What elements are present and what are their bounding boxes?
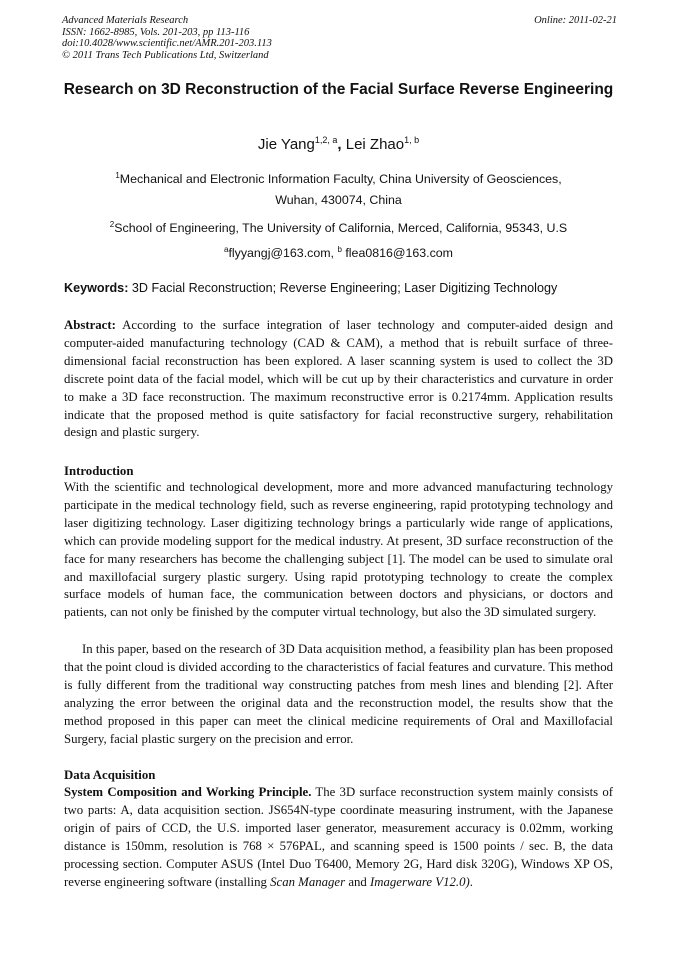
keywords-text: 3D Facial Reconstruction; Reverse Engineering; Laser Digitizing Technology <box>131 281 558 295</box>
conjunction-word: and <box>348 874 367 889</box>
affiliation-1 <box>62 168 615 187</box>
introduction-paragraph-2: In this paper, based on the research of 3D Data acquisition method, a feasibility plan has been proposed that the point cloud is divided according to the characteristics of facial features and curvature. This method is fully different from the traditional way constructing patches from mesh lines and blending [2]. After analyzing the error between the original data and the reconstruction model, the results show that the method proposed in this paper can meet the clinical medicine requirements of Oral and Maxillofacial Surgery, facial plastic surgery on the precision and error. <box>64 642 613 746</box>
abstract-text: According to the surface integration of laser technology and computer-aided design and computer-aided manufacturing technology (CAD & CAM), a method that is rebuilt surface of three-dimensional facial reconstruction has been explored. A laser scanning system is used to collect the 3D discrete point data of the facial model, which will be cut up by their characteristics and curvature in order to make a 3D face reconstruction. The maximum reconstructive error is 0.2174mm. Application results indicate that the proposed method is quite satisfactory for facial reconstructive surgery, rehabilitation design and plastic surgery. <box>64 318 613 440</box>
copyright-line: © 2011 Trans Tech Publications Ltd, Switzerland <box>62 49 269 61</box>
introduction-paragraph-1: With the scientific and technological development, more and more advanced manufacturing technology participate in the medical technology field, such as reverse engineering, rapid prototyping technology and laser digitizing technology. Laser digitizing technology brings a particularly wide range of applications, which can provide modeling support for the medical industry. At present, 3D surface reconstruction of the face for many researchers has become the challenging subject [1]. The model can be used to simulate oral and maxillofacial surgery plastic surgery. Using rapid prototyping technology to create the complex surface models of human face, the communication between doctors and physicians, or doctors and patients, can not only be finished by the computer virtual technology, but also the 3D simulated surgery. <box>64 480 613 620</box>
author-separator: , <box>337 136 346 153</box>
journal-header <box>62 15 617 61</box>
paper-title: Research on 3D Reconstruction of the Facial Surface Reverse Engineering <box>63 81 614 98</box>
introduction-heading: Introduction <box>64 464 134 478</box>
issn-line: ISSN: 1662-8985, Vols. 201-203, pp 113-116 <box>62 26 250 38</box>
email-b: flea0816@163.com <box>345 246 454 260</box>
author-2: Lei Zhao <box>345 136 405 153</box>
affiliation-1-number: 1 <box>115 171 120 180</box>
data-acquisition-heading: Data Acquisition <box>64 768 156 782</box>
author-1-affiliation: 1,2, a <box>314 135 338 145</box>
author-line <box>62 131 615 154</box>
affiliation-1-city: Wuhan, 430074, China <box>275 193 402 207</box>
software-scan-manager: Scan Manager <box>270 874 346 889</box>
system-composition-text: The 3D surface reconstruction system mainly consists of two parts: A, data acquisition section. JS654N-type coordinate measuring instrument, with the Japanese origin of pairs of CCD, the U.S. imported laser generator, measurement accuracy is 0.02mm, working distance is 150mm, resolution is 768 × 576PAL, and scanning speed is 1500 points / sec. B, the data processing section. Computer ASUS (Intel Duo T6400, Memory 2G, Hard disk 320G), Windows XP OS, reverse engineering software (installing <box>64 785 613 889</box>
keywords <box>64 281 617 296</box>
doi-line: doi:10.4028/www.scientific.net/AMR.201-203.113 <box>62 38 272 49</box>
author-1: Jie Yang <box>257 136 315 153</box>
abstract <box>64 317 613 442</box>
system-composition-label: System Composition and Working Principle. <box>64 785 312 799</box>
email-b-marker: b <box>337 245 342 254</box>
affiliation-1-line-1: Mechanical and Electronic Information Faculty, China University of Geosciences, <box>119 172 562 186</box>
abstract-label: Abstract: <box>64 318 116 332</box>
author-2-affiliation: 1, b <box>404 135 420 145</box>
email-a: flyyangj@163.com, <box>228 246 334 260</box>
journal-name: Advanced Materials Research <box>62 15 189 26</box>
keywords-label: Keywords: <box>64 281 129 295</box>
email-line <box>62 242 615 261</box>
affiliation-2 <box>62 217 615 236</box>
online-date: Online: 2011-02-21 <box>534 15 617 26</box>
email-a-marker: a <box>223 245 229 254</box>
software-imagerware: Imagerware V12.0) <box>370 874 470 889</box>
affiliation-2-text: School of Engineering, The University of California, Merced, California, 95343, U.S <box>114 221 568 235</box>
system-composition-paragraph <box>64 784 613 891</box>
sentence-end: . <box>469 874 473 889</box>
affiliation-2-number: 2 <box>109 220 115 229</box>
